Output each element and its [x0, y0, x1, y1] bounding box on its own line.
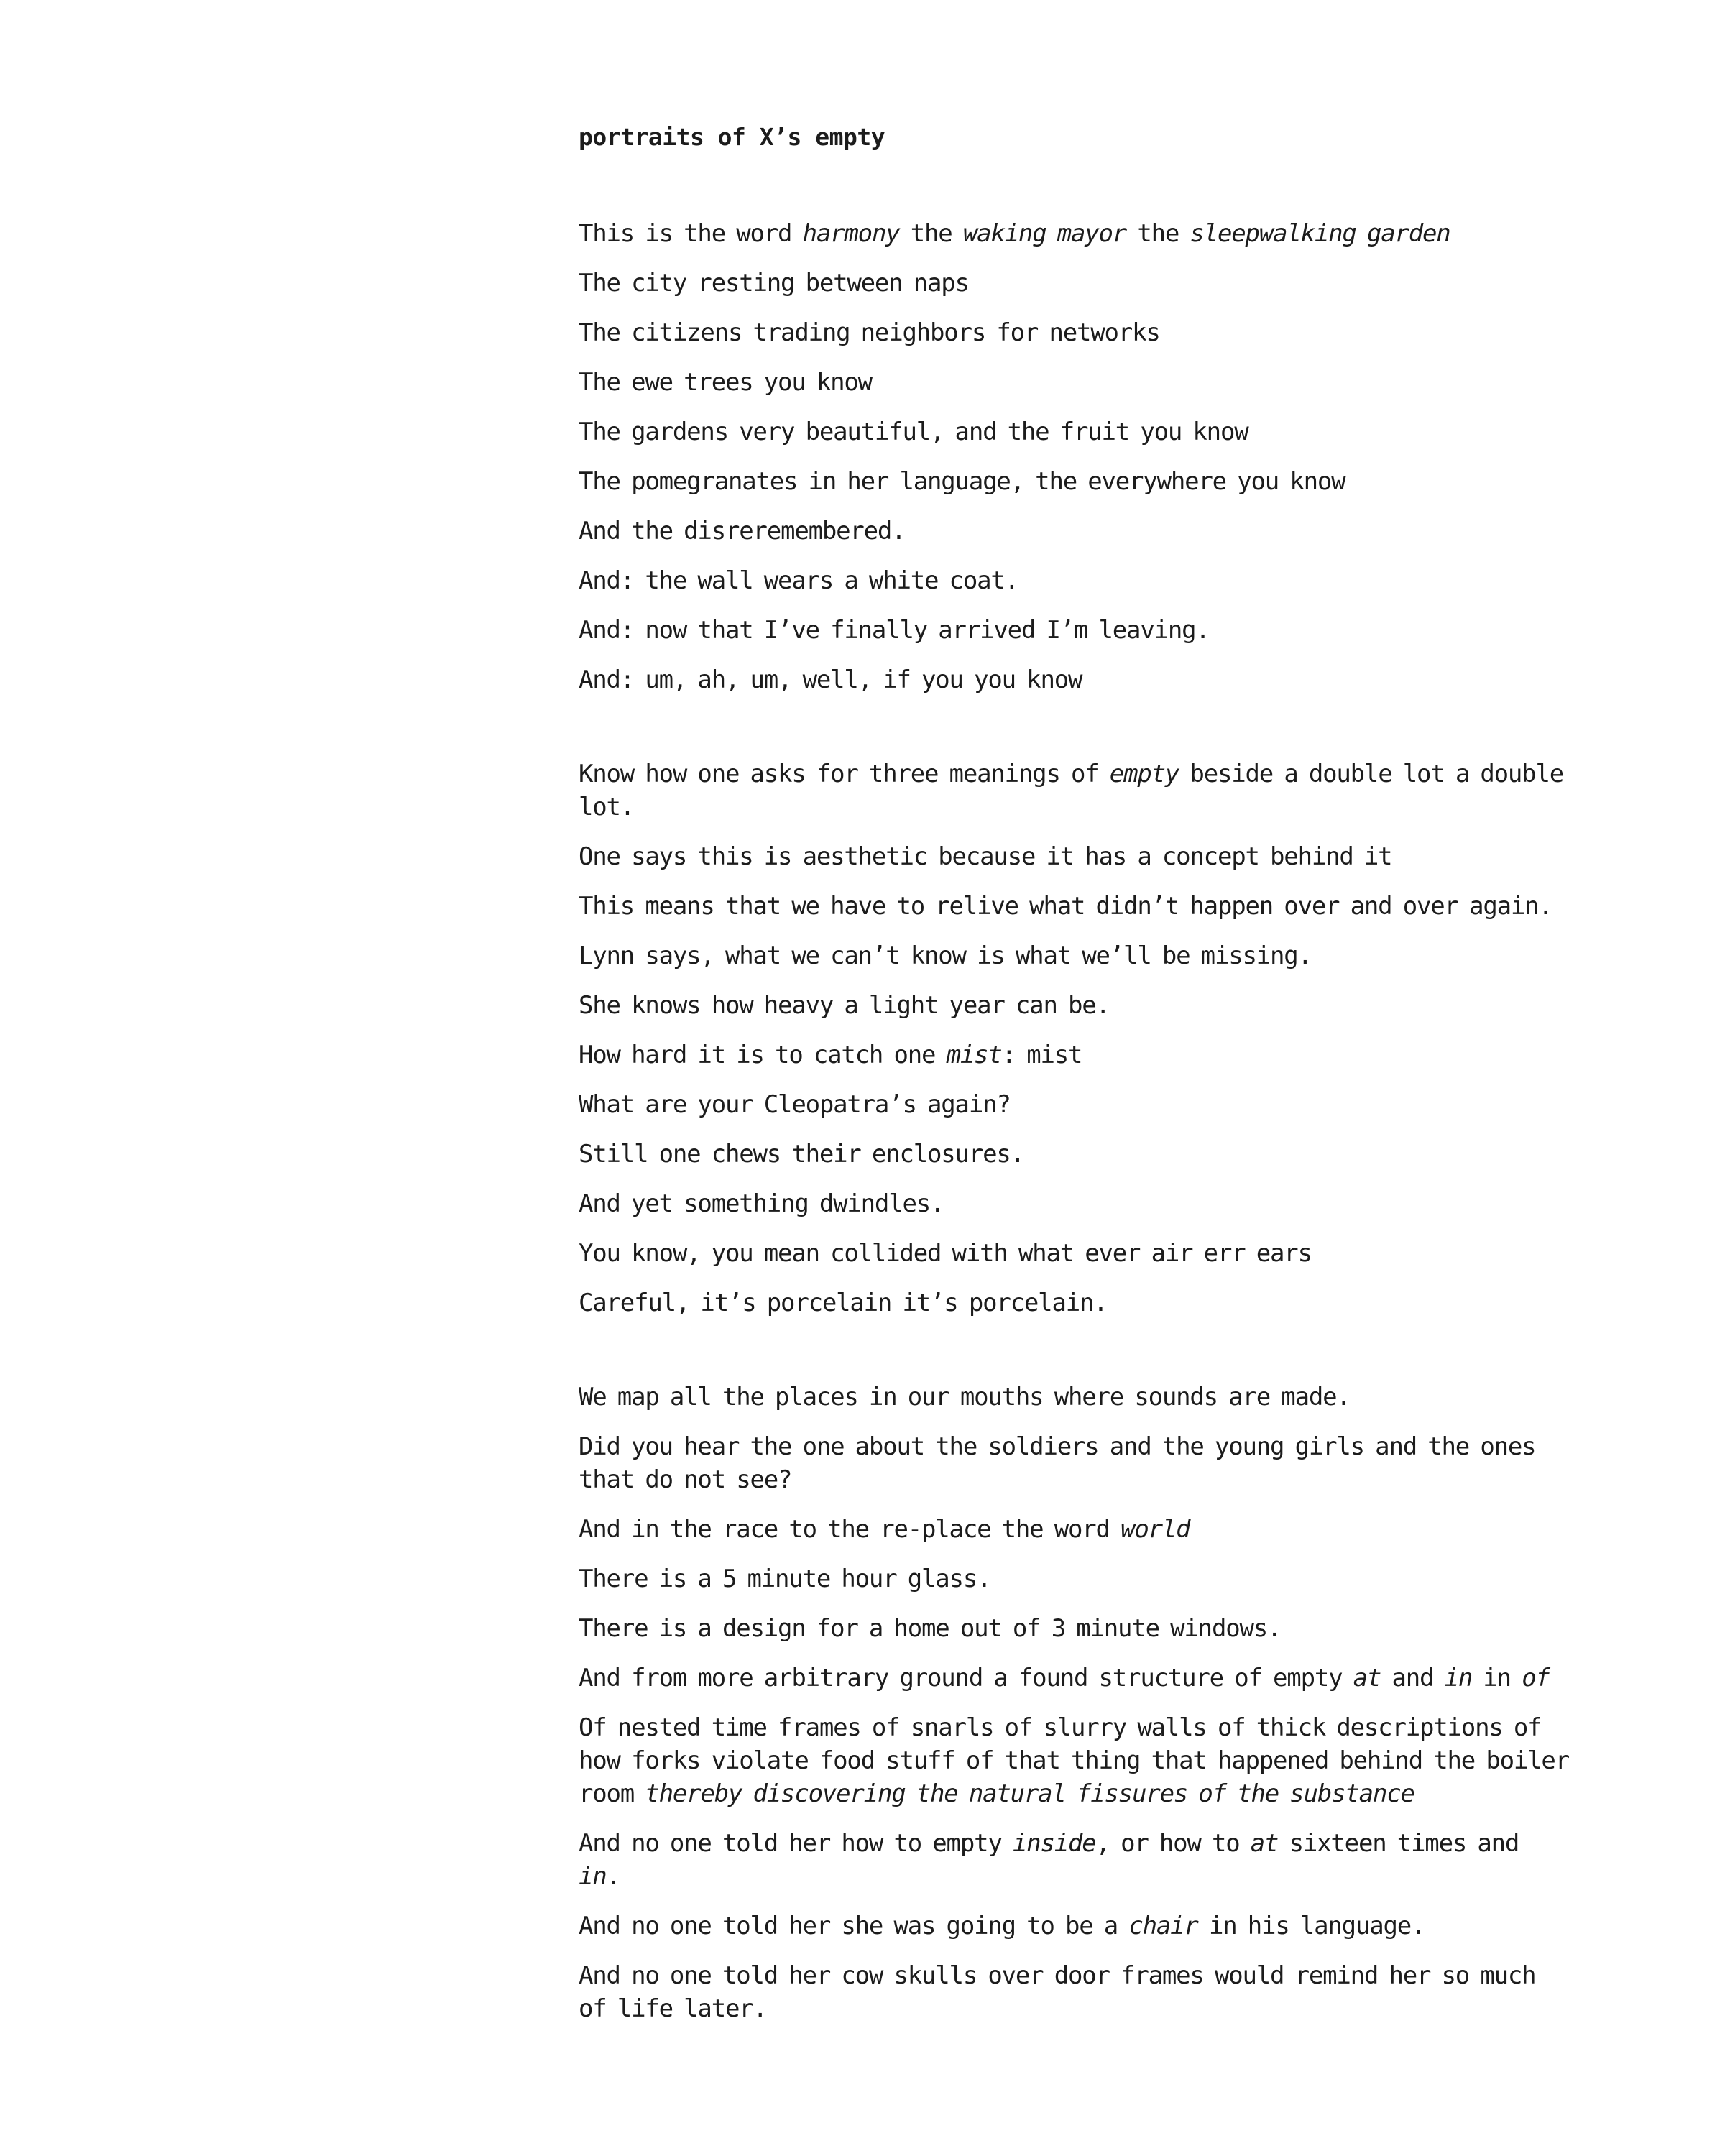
italic-phrase: thereby discovering the natural fissures of the substance [645, 1779, 1414, 1808]
poem-line: This is the word harmony the waking mayor the sleepwalking garden [579, 219, 1450, 248]
stanza-1 [579, 217, 1570, 696]
poem-line: And no one told her cow skulls over door frames would remind her so much of life later. [579, 1961, 1536, 2023]
italic-phrase: inside [1012, 1829, 1096, 1858]
poem-line: The city resting between naps [579, 269, 969, 298]
poem-line: What are your Cleopatra’s again? [579, 1090, 1011, 1119]
poem-line: The gardens very beautiful, and the fruit you know [579, 418, 1248, 446]
italic-phrase: of [1522, 1664, 1550, 1692]
poem-line: Lynn says, what we can’t know is what we’ll be missing. [579, 941, 1312, 970]
italic-phrase: world [1121, 1515, 1190, 1544]
poem-line: She knows how heavy a light year can be. [579, 991, 1110, 1020]
italic-phrase: in [579, 1862, 607, 1891]
poem-line: And no one told her how to empty inside, or how to at sixteen times and in. [579, 1829, 1519, 1891]
italic-phrase: in [1444, 1664, 1473, 1692]
poem-line: Did you hear the one about the soldiers and the young girls and the ones that do not see? [579, 1432, 1536, 1494]
poem-line: And no one told her she was going to be a chair in his language. [579, 1912, 1425, 1940]
stanza-3 [579, 1381, 1570, 2025]
poem-line: And: the wall wears a white coat. [579, 566, 1018, 595]
poem-line: And the disreremembered. [579, 517, 906, 545]
italic-phrase: at [1353, 1664, 1381, 1692]
italic-phrase: at [1250, 1829, 1279, 1858]
poem-line: This means that we have to relive what didn’t happen over and over again. [579, 892, 1552, 921]
poem-line: The citizens trading neighbors for networks [579, 318, 1160, 347]
poem-line: Still one chews their enclosures. [579, 1140, 1024, 1169]
poem-line: And: um, ah, um, well, if you you know [579, 665, 1082, 694]
stanza-2 [579, 757, 1570, 1319]
poem-line: There is a 5 minute hour glass. [579, 1565, 991, 1593]
poem-line: There is a design for a home out of 3 minute windows. [579, 1614, 1282, 1643]
poem-line: You know, you mean collided with what ever air err ears [579, 1239, 1312, 1268]
poem-body [579, 217, 1570, 2025]
poem-line: And yet something dwindles. [579, 1189, 944, 1218]
poem-line: Of nested time frames of snarls of slurry walls of thick descriptions of how forks violate food stuff of that thing that happened behind the boiler room thereby discovering the natural fissures of the substance [579, 1713, 1569, 1808]
poem-line: And from more arbitrary ground a found structure of empty at and in in of [579, 1664, 1550, 1692]
poem-line: The pomegranates in her language, the everywhere you know [579, 467, 1346, 496]
italic-phrase: harmony [802, 219, 900, 248]
poem-line: We map all the places in our mouths where sounds are made. [579, 1383, 1351, 1411]
poem-line: And in the race to the re-place the word world [579, 1515, 1190, 1544]
italic-phrase: empty [1109, 760, 1179, 788]
poem-title: portraits of X’s empty [579, 123, 886, 151]
poem-line: Know how one asks for three meanings of empty beside a double lot a double lot. [579, 760, 1563, 821]
poem-page [579, 121, 1570, 2086]
italic-phrase: sleepwalking garden [1190, 219, 1450, 248]
poem-line: How hard it is to catch one mist: mist [579, 1041, 1082, 1069]
italic-phrase: waking mayor [962, 219, 1127, 248]
poem-line: One says this is aesthetic because it has a concept behind it [579, 842, 1392, 871]
poem-line: And: now that I’ve finally arrived I’m leaving. [579, 616, 1210, 645]
poem-line: The ewe trees you know [579, 368, 872, 397]
italic-phrase: chair [1128, 1912, 1198, 1940]
italic-phrase: mist [946, 1041, 1002, 1069]
poem-line: Careful, it’s porcelain it’s porcelain. [579, 1289, 1108, 1317]
